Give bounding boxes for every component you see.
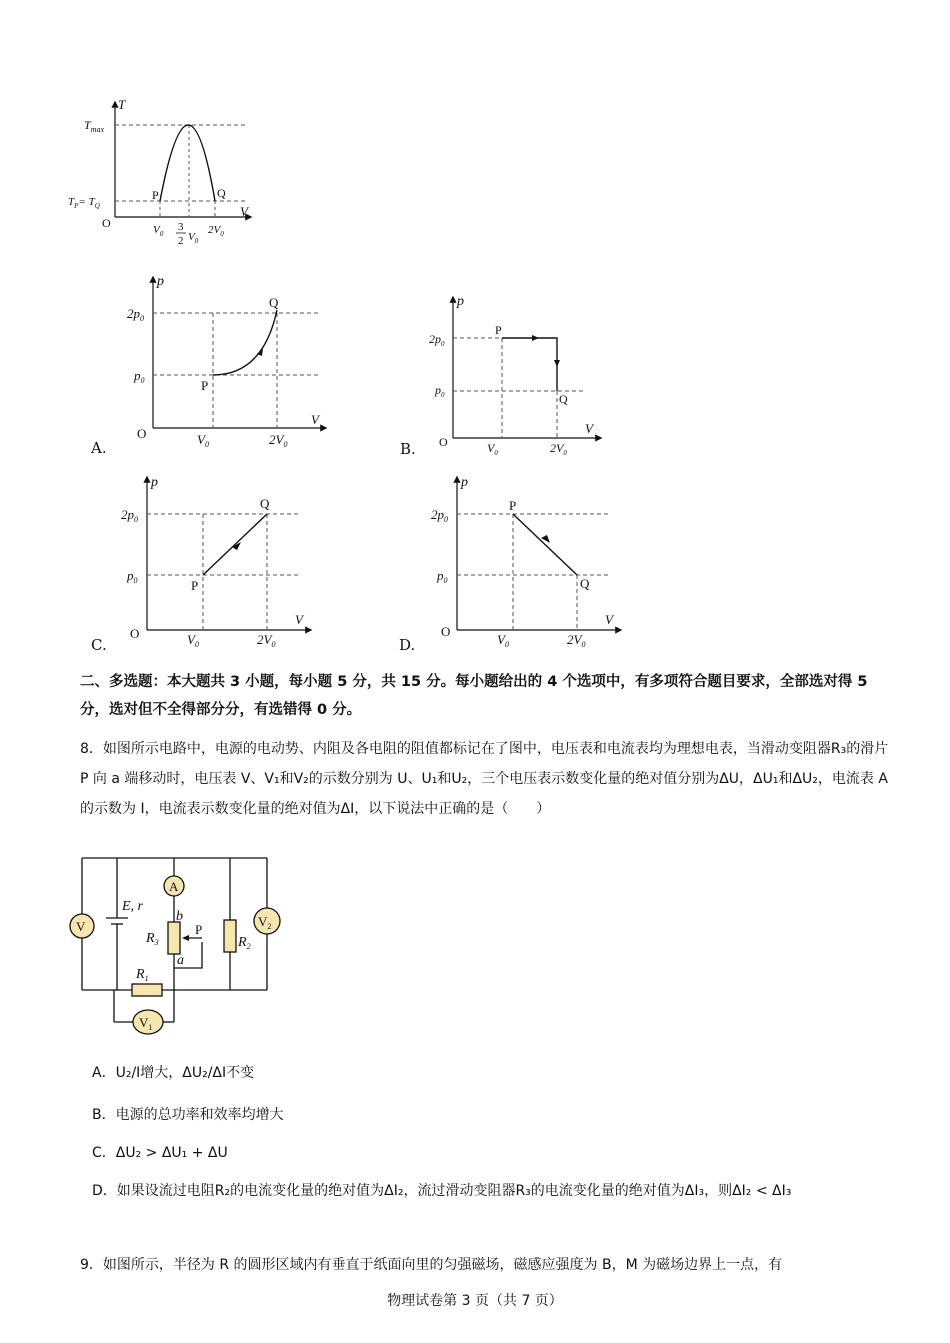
svg-text:R2: $R_2$ — [238, 935, 251, 951]
t-v-graph — [60, 95, 270, 265]
svg-text:V2: $V_2$ — [258, 914, 272, 931]
choice-b[interactable]: B．电源的总功率和效率均增大 — [92, 1107, 284, 1123]
svg-text:b: b — [176, 909, 183, 924]
svg-text:2V0: $2V_0$ — [257, 632, 276, 649]
svg-text:V: V — [76, 919, 86, 934]
option-a-graph — [85, 270, 335, 460]
tick-three-halves-den: 2 — [178, 235, 184, 247]
svg-text:p: p — [157, 274, 164, 289]
svg-text:2p0: $2p_0$ — [121, 507, 138, 524]
point-p-label: P — [509, 498, 517, 513]
svg-text:p0: $p_0$ — [437, 568, 448, 585]
option-d-graph — [395, 470, 635, 655]
svg-text:V: V — [585, 421, 593, 436]
svg-text:R1: $R_1$ — [136, 967, 149, 983]
option-b-graph — [395, 290, 615, 460]
svg-text:p0: $p_0$ — [127, 568, 138, 585]
svg-text:V1: $V_1$ — [139, 1015, 153, 1032]
svg-text:V0: $V_0$ — [487, 441, 498, 457]
svg-text:p: p — [151, 475, 158, 490]
svg-text:a: a — [177, 953, 184, 968]
option-b-letter[interactable]: B. — [400, 440, 416, 458]
svg-text:V: V — [605, 612, 613, 627]
choice-a[interactable]: A．U₂/I增大，ΔU₂/ΔI不变 — [92, 1065, 255, 1081]
point-p-label: P — [201, 378, 209, 393]
point-q-label: Q — [217, 186, 226, 200]
line-pq — [203, 514, 267, 575]
svg-text:P: P — [195, 922, 203, 937]
svg-text:2V0: $2V_0$ — [269, 432, 288, 449]
svg-text:O: O — [439, 435, 448, 449]
svg-text:V: V — [311, 412, 319, 427]
point-p-label: P — [191, 578, 199, 593]
tick-v0: $V_0$ — [153, 224, 164, 238]
svg-text:p0: $p_0$ — [435, 383, 445, 399]
svg-text:p0: $p_0$ — [134, 368, 145, 385]
svg-text:O: O — [441, 624, 451, 639]
svg-text:V: V — [295, 612, 303, 627]
point-q-label: Q — [260, 496, 270, 511]
tick-three-halves-num: 3 — [178, 221, 184, 233]
svg-text:A: A — [169, 879, 179, 894]
circuit-diagram — [62, 850, 292, 1050]
origin-label: O — [102, 216, 111, 230]
svg-text:E, r: E, r — [122, 899, 143, 914]
svg-text:R3: $R_3$ — [146, 931, 159, 947]
point-q-label: Q — [269, 295, 279, 310]
option-d-letter[interactable]: D. — [399, 636, 416, 654]
curve-pq — [213, 310, 277, 375]
question-8-text: 8．如图所示电路中，电源的电动势、内阻及各电阻的阻值都标记在了图中，电压表和电流表均为理想电表，当滑动变阻器R₃的滑片 P 向 a 端移动时，电压表 V、V₁和V₂的示数分别为 U、U₁和U₂，三个电压表示数变化量的绝对值分别为ΔU，ΔU₁和ΔU₂，电流表 A 的示数为 I，电流表示数变化量的绝对值为ΔI，以下说法中正确的是（ ） — [80, 741, 889, 817]
page-footer: 物理试卷第 3 页（共 7 页） — [387, 1293, 563, 1309]
svg-text:V0: $V_0$ — [187, 632, 199, 649]
choice-d[interactable]: D．如果设流过电阻R₂的电流变化量的绝对值为ΔI₂，流过滑动变阻器R₃的电流变化量的绝对值为ΔI₃，则ΔI₂ < ΔI₃ — [92, 1183, 792, 1199]
path-pq — [502, 338, 557, 391]
option-c-letter[interactable]: C. — [91, 636, 107, 654]
parabola-curve — [160, 125, 215, 201]
point-q-label: Q — [580, 576, 590, 591]
svg-text:p: p — [461, 475, 468, 490]
svg-text:2p0: $2p_0$ — [431, 507, 448, 524]
svg-text:2p0: $2p_0$ — [429, 332, 445, 348]
section-heading: 二、多选题：本大题共 3 小题，每小题 5 分，共 15 分。每小题给出的 4 个选项中，有多项符合题目要求，全部选对得 5 分，选对但不全得部分分，有选错得 0 分。 — [80, 674, 868, 718]
svg-text:O: O — [137, 426, 147, 441]
option-c-graph — [85, 470, 335, 655]
svg-text:2V0: $2V_0$ — [550, 441, 567, 457]
svg-text:V0: $V_0$ — [197, 432, 209, 449]
point-q-label: Q — [559, 392, 568, 406]
option-a-letter[interactable]: A. — [91, 439, 107, 457]
line-pq — [513, 514, 577, 575]
tick-three-halves-v: $V_0$ — [188, 231, 199, 245]
x-axis-label: V — [240, 204, 248, 219]
svg-text:2p0: $2p_0$ — [127, 306, 144, 323]
question-9-text: 9．如图所示，半径为 R 的圆形区域内有垂直于纸面向里的匀强磁场，磁感应强度为 B，M 为磁场边界上一点，有 — [80, 1257, 783, 1273]
y-axis-label: T — [118, 97, 126, 112]
tick-2v0: $2V_0$ — [208, 224, 224, 238]
svg-text:p: p — [457, 294, 464, 309]
tmax-label: $T_{max}$ — [84, 118, 105, 134]
point-p-label: P — [495, 323, 502, 337]
svg-text:O: O — [130, 626, 140, 641]
svg-text:V0: $V_0$ — [497, 632, 509, 649]
choice-c[interactable]: C．ΔU₂ > ΔU₁ + ΔU — [92, 1145, 228, 1161]
tp-eq-tq-label: $T_P= T_Q$ — [68, 196, 100, 210]
point-p-label: P — [152, 188, 159, 202]
svg-text:2V0: $2V_0$ — [567, 632, 586, 649]
